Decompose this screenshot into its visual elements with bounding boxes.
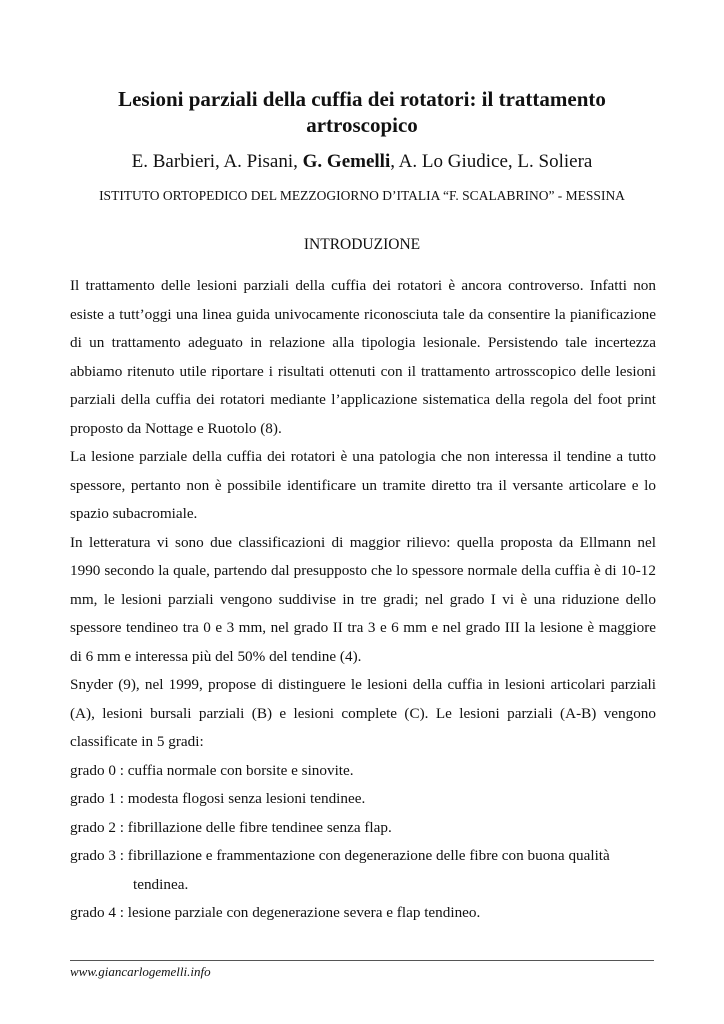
institute-affiliation: ISTITUTO ORTOPEDICO DEL MEZZOGIORNO D’ITALIA “F. SCALABRINO” - MESSINA (99, 188, 625, 203)
grade-description: cuffia normale con borsite e sinovite. (127, 761, 354, 779)
grade-label: grado 2 : (70, 818, 128, 836)
paragraph-intro: Il trattamento delle lesioni parziali della cuffia dei rotatori è ancora controverso. Infatti non esiste a tutt’oggi una linea guida univocamente riconosciuta tale da consentire la pianificazione di un trattamento adeguato in relazione alla tipologia lesionale. Persistendo tale incertezza abbiamo ritenuto utile riportare i risultati ottenuti con il trattamento artrosscopico delle lesioni parziali della cuffia dei rotatori mediante l’applicazione sistematica della regola del foot print proposto da Nottage e Ruotolo (8). (70, 277, 656, 437)
grade-item (70, 899, 656, 928)
author-list (70, 150, 654, 174)
authors-before: E. Barbieri, A. Pisani, (131, 151, 303, 172)
authors-after: , A. Lo Giudice, L. Soliera (390, 151, 593, 172)
grade-item (70, 785, 656, 814)
grade-description: modesta flogosi senza lesioni tendinee. (127, 790, 366, 807)
document-title: Lesioni parziali della cuffia dei rotatori: il trattamento artroscopico (118, 87, 606, 137)
paragraph-definition: La lesione parziale della cuffia dei rotatori è una patologia che non interessa il tendine a tutto spessore, pertanto non è possibile identificare un tramite diretto tra il versante articolare e lo spazio subacromiale. (70, 448, 656, 522)
footer-divider (70, 960, 654, 961)
section-heading: INTRODUZIONE (303, 236, 421, 253)
footer-website: www.giancarlogemelli.info (70, 964, 211, 979)
grade-description: fibrillazione delle fibre tendinee senza flap. (127, 818, 392, 836)
grade-description: fibrillazione e frammentazione con degenerazione delle fibre con buona qualità (127, 847, 610, 864)
grade-label: grado 0 : (70, 761, 128, 779)
body-text (70, 272, 656, 928)
grade-item (70, 757, 656, 786)
grade-label: grado 1 : (70, 790, 128, 807)
grade-label: grado 3 : (70, 847, 128, 864)
grade-description: lesione parziale con degenerazione severa e flap tendineo. (127, 904, 481, 921)
grade-continuation: tendinea. (133, 875, 189, 893)
paragraph-snyder: Snyder (9), nel 1999, propose di distinguere le lesioni della cuffia in lesioni articolari parziali (A), lesioni bursali parziali (B) e lesioni complete (C). Le lesioni parziali (A-B) vengono classificate in 5 gradi: (70, 676, 656, 750)
grade-item (70, 842, 656, 871)
paragraph-ellmann: In letteratura vi sono due classificazioni di maggior rilievo: quella proposta da Ellmann nel 1990 secondo la quale, partendo dal presupposto che lo spessore normale della cuffia è di 10-12 mm, le lesioni parziali vengono suddivise in tre gradi; nel grado I vi è una riduzione dello spessore tendineo tra 0 e 3 mm, nel grado II tra 3 e 6 mm e nel grado III la lesione è maggiore di 6 mm e interessa più del 50% del tendine (4). (70, 533, 656, 665)
author-highlight: G. Gemelli (302, 151, 391, 172)
grade-label: grado 4 : (70, 904, 128, 921)
grade-item (70, 814, 656, 843)
